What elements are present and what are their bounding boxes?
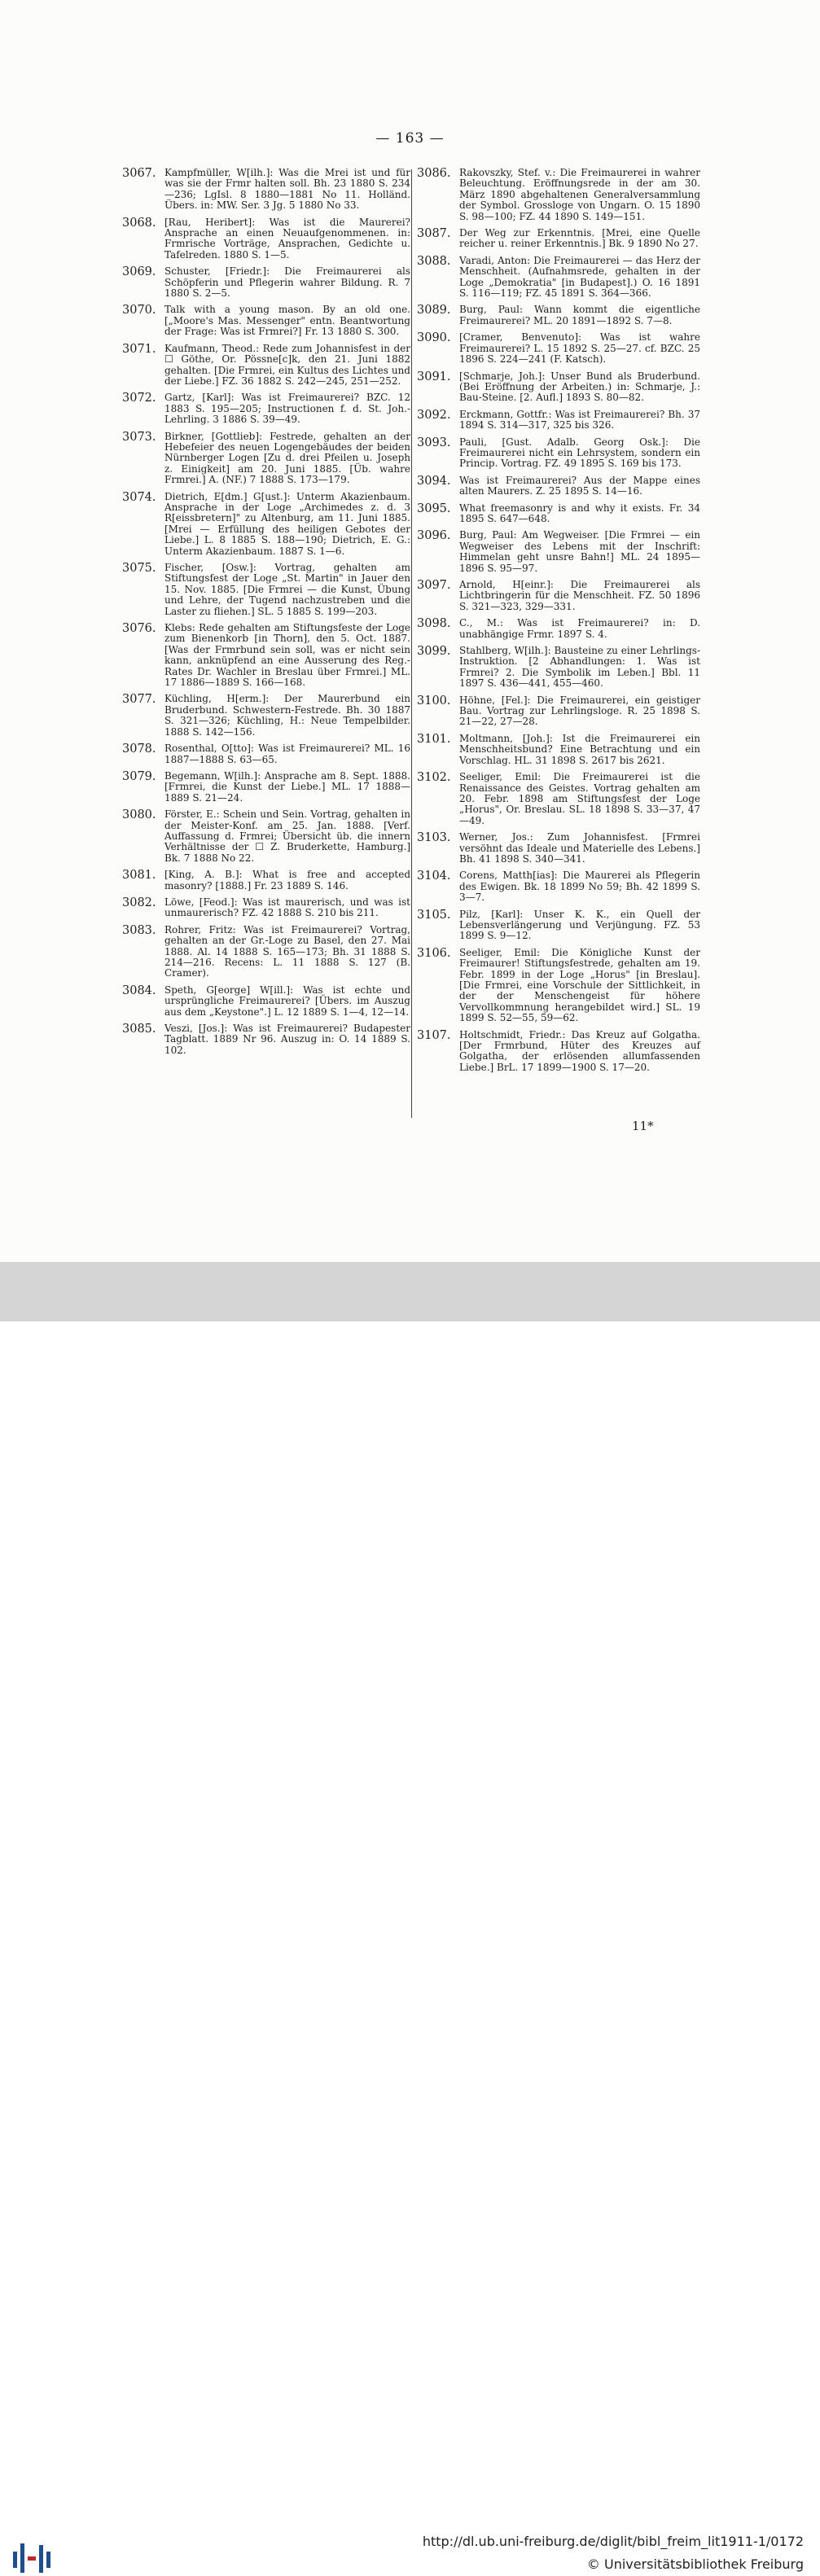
entry-number: 3093. xyxy=(417,436,451,449)
entry-text: Schuster, [Friedr.]: Die Freimaurerei als Schöpferin und Pflegerin wahrer Bildung. R. 7 1880 S. 2—5. xyxy=(164,265,410,300)
entry-text: [Cramer, Benvenuto]: Was ist wahre Freimaurerei? L. 15 1892 S. 25—27. cf. BZC. 25 1896 S. 224—241 (F. Katsch). xyxy=(459,331,700,366)
copyright-notice: © Universitätsbibliothek Freiburg xyxy=(586,2556,804,2572)
bibliography-entry xyxy=(417,1030,700,1074)
entry-text: Der Weg zur Erkenntnis. [Mrei, eine Quelle reicher u. reiner Erkenntnis.] Bk. 9 1890 No 27. xyxy=(459,227,700,250)
bibliography-entry xyxy=(122,392,410,425)
bibliography-entry xyxy=(417,618,700,640)
entry-number: 3097. xyxy=(417,579,451,592)
bibliography-entry xyxy=(122,694,410,738)
entry-number: 3084. xyxy=(122,984,156,997)
entry-number: 3100. xyxy=(417,694,451,708)
bibliography-entry xyxy=(417,948,700,1024)
bibliography-entry xyxy=(122,623,410,688)
bibliography-entry xyxy=(122,344,410,388)
bibliography-entry xyxy=(122,870,410,892)
bibliography-entry xyxy=(417,332,700,365)
bibliography-entry xyxy=(417,580,700,612)
entry-number: 3095. xyxy=(417,502,451,515)
entry-number: 3107. xyxy=(417,1028,451,1042)
entry-text: Corens, Matth[ias]: Die Maurerei als Pflegerin des Ewigen. Bk. 18 1899 No 59; Bh. 42 1899 S. 3—7. xyxy=(459,870,700,904)
entry-number: 3075. xyxy=(122,562,156,575)
entry-number: 3071. xyxy=(122,342,156,356)
entry-number: 3072. xyxy=(122,392,156,405)
bibliography-entry xyxy=(417,772,700,826)
bibliography-entry xyxy=(122,1023,410,1056)
bibliography-entry xyxy=(417,371,700,404)
entry-text: Burg, Paul: Wann kommt die eigentliche Freimaurerei? ML. 20 1891—1892 S. 7—8. xyxy=(459,304,700,326)
entry-text: Moltmann, [Joh.]: Ist die Freimaurerei ein Menschheitsbund? Eine Betrachtung und ein Vorschlag. HL. 31 1898 S. 2617 bis 2621. xyxy=(459,732,700,766)
entry-number: 3068. xyxy=(122,216,156,230)
entry-text: Löwe, [Feod.]: Was ist maurerisch, und was ist unmaurerisch? FZ. 42 1888 S. 210 bis 211. xyxy=(164,896,410,919)
bibliography-entry xyxy=(122,925,410,979)
entry-text: Klebs: Rede gehalten am Stiftungsfeste der Loge zum Bienenkorb [in Thorn], den 5. Oct. 1887. [Was der Frmrbund sein soll, was er nicht sein kann, anknüpfend an eine Ausserung des Reg.-Rates Dr. Wachler in Breslau über Frmrei.] ML. 17 1886—1889 S. 166—168. xyxy=(164,622,410,689)
entry-text: Fischer, [Osw.]: Vortrag, gehalten am Stiftungsfest der Loge „St. Martin" in Jauer den 15. Nov. 1885. [Die Frmrei — die Kunst, Übung und Lehre, der Tugend nachzustreben und die Laster zu fliehen.] SL. 5 1885 S. 199—203. xyxy=(164,562,410,617)
bibliography-entry xyxy=(122,897,410,919)
footer-bar xyxy=(0,1262,820,2572)
entry-text: Förster, E.: Schein und Sein. Vortrag, gehalten in der Meister-Konf. am 25. Jan. 1888. [Verf. Auffassung d. Frmrei; Übersicht üb. die innern Verhältnisse der ☐ Z. Bruderkette, Hamburg.] Bk. 7 1888 No 22. xyxy=(164,808,410,864)
entry-text: Kaufmann, Theod.: Rede zum Johannisfest in der ☐ Göthe, Or. Pössne[c]k, den 21. Juni 1882 gehalten. [Die Frmrei, ein Kultus des Lichtes und der Liebe.] FZ. 36 1882 S. 242—245, 251—252. xyxy=(164,342,410,387)
bibliography-entry xyxy=(122,743,410,765)
entry-number: 3081. xyxy=(122,869,156,883)
left-column xyxy=(122,168,410,1062)
entry-text: Erckmann, Gottfr.: Was ist Freimaurerei? Bh. 37 1894 S. 314—317, 325 bis 326. xyxy=(459,408,700,432)
entry-number: 3088. xyxy=(417,254,451,268)
entry-number: 3082. xyxy=(122,896,156,909)
bibliography-entry xyxy=(122,492,410,557)
entry-text: Begemann, W[ilh.]: Ansprache am 8. Sept. 1888. [Frmrei, die Kunst der Liebe.] ML. 17 1888—1889 S. 21—24. xyxy=(164,769,410,804)
bibliography-entry xyxy=(417,870,700,903)
bibliography-entry xyxy=(417,304,700,326)
bibliography-entry xyxy=(122,985,410,1018)
entry-text: Veszi, [Jos.]: Was ist Freimaurerei? Budapester Tagblatt. 1889 Nr 96. Auszug in: O. 14 1889 S. 102. xyxy=(164,1023,410,1056)
entry-number: 3069. xyxy=(122,265,156,279)
entry-number: 3076. xyxy=(122,622,156,636)
entry-number: 3105. xyxy=(417,908,451,922)
entry-text: Varadi, Anton: Die Freimaurerei — das Herz der Menschheit. (Aufnahmsrede, gehalten in der Loge „Demokratia" [in Budapest].) O. 16 1891 S. 116—119; FZ. 45 1891 S. 364—366. xyxy=(459,254,700,300)
bibliography-entry xyxy=(122,217,410,261)
signature-mark: 11* xyxy=(632,1119,654,1133)
entry-number: 3092. xyxy=(417,408,451,422)
entry-number: 3083. xyxy=(122,923,156,937)
bibliography-entry xyxy=(417,168,700,222)
entry-number: 3103. xyxy=(417,831,451,845)
entry-text: [Schmarje, Joh.]: Unser Bund als Bruderbund. (Bei Eröffnung der Arbeiten.) in: Schmarje, J.: Bau-Steine. [2. Aufl.] 1893 S. 80—82. xyxy=(459,370,700,404)
page-number: — 163 — xyxy=(375,130,445,147)
bibliography-entry xyxy=(417,646,700,690)
entry-number: 3102. xyxy=(417,771,451,785)
bibliography-entry xyxy=(122,266,410,299)
entry-number: 3099. xyxy=(417,645,451,659)
bibliography-entry xyxy=(122,809,410,864)
entry-number: 3090. xyxy=(417,331,451,345)
entry-text: Werner, Jos.: Zum Johannisfest. [Frmrei versöhnt das Ideale und Materielle des Lebens.] Bh. 41 1898 S. 340—341. xyxy=(459,831,700,865)
right-column xyxy=(417,168,700,1079)
bibliography-entry xyxy=(122,432,410,486)
entry-text: Was ist Freimaurerei? Aus der Mappe eines alten Maurers. Z. 25 1895 S. 14—16. xyxy=(459,474,700,497)
entry-number: 3074. xyxy=(122,490,156,504)
entry-text: Stahlberg, W[ilh.]: Bausteine zu einer Lehrlings-Instruktion. [2 Abhandlungen: 1. Was ist Frmrei? 2. Die Symbolik im Leben.] Bbl. 11 1897 S. 436—441, 455—460. xyxy=(459,645,700,690)
entry-text: Talk with a young mason. By an old one. [„Moore's Mas. Messenger" entn. Beantwortung der Frage: Was ist Frmrei?] Fr. 13 1880 S. 300. xyxy=(164,304,410,338)
bibliography-entry xyxy=(417,734,700,766)
entry-number: 3106. xyxy=(417,946,451,960)
entry-text: Birkner, [Gottlieb]: Festrede, gehalten an der Hebefeier des neuen Logengebäudes der beiden Nürnberger Logen [Zu d. drei Pfeilen u. Joseph z. Einigkeit] am 20. Juni 1885. [Üb. wahre Frmrei.] A. (NF.) 7 1888 S. 173—179. xyxy=(164,430,410,486)
entry-number: 3073. xyxy=(122,430,156,444)
entry-text: Gartz, [Karl]: Was ist Freimaurerei? BZC. 12 1883 S. 195—205; Instructionen f. d. St. Joh.-Lehrling. 3 1886 S. 39—49. xyxy=(164,392,410,426)
entry-text: Rakovszky, Stef. v.: Die Freimaurerei in wahrer Beleuchtung. Eröffnungsrede in der am 30. März 1890 abgehaltenen Generalversammlung der Symbol. Grossloge von Ungarn. O. 15 1890 S. 98—100; FZ. 44 1890 S. 149—151. xyxy=(459,167,700,222)
entry-text: Kampfmüller, W[ilh.]: Was die Mrei ist und für was sie der Frmr halten soll. Bh. 23 1880 S. 234—236; LgIsl. 8 1880—1881 No 11. Holländ. Übers. in: MW. Ser. 3 Jg. 5 1880 No 33. xyxy=(164,167,410,212)
entry-number: 3087. xyxy=(417,227,451,241)
entry-text: Küchling, H[erm.]: Der Maurerbund ein Bruderbund. Schwestern-Festrede. Bh. 30 1887 S. 321—326; Küchling, H.: Neue Tempelbilder. 1888 S. 142—156. xyxy=(164,693,410,738)
entry-text: Holtschmidt, Friedr.: Das Kreuz auf Golgatha. [Der Frmrbund, Hüter des Kreuzes auf Golgatha, der erlösenden allumfassenden Liebe.] BrL. 17 1899—1900 S. 17—20. xyxy=(459,1028,700,1073)
bibliography-entry xyxy=(417,256,700,300)
entry-number: 3080. xyxy=(122,808,156,822)
entry-text: Speth, G[eorge] W[ill.]: Was ist echte und ursprüngliche Freimaurerei? [Übers. im Auszug aus dem „Keystone".] L. 12 1889 S. 1—4, 12—14. xyxy=(164,984,410,1018)
bibliography-entry xyxy=(417,437,700,470)
entry-number: 3086. xyxy=(417,167,451,180)
entry-text: Rosenthal, O[tto]: Was ist Freimaurerei? ML. 16 1887—1888 S. 63—65. xyxy=(164,743,410,765)
bibliography-entry xyxy=(122,168,410,212)
entry-text: Seeliger, Emil: Die Königliche Kunst der Freimaurer! Stiftungsfestrede, gehalten am 19. Febr. 1899 in der Loge „Horus" [in Breslau]. [Die Frmrei, eine Vorschule der Sittlichkeit, in der der Menschengeist für höhere Vervollkommnung herangebildet wird.] SL. 19 1899 S. 52—55, 59—62. xyxy=(459,946,700,1024)
entry-number: 3096. xyxy=(417,529,451,543)
entry-number: 3085. xyxy=(122,1023,156,1036)
bibliography-entry xyxy=(417,410,700,432)
column-divider xyxy=(411,169,412,1118)
bibliography-entry xyxy=(417,530,700,574)
entry-text: Rohrer, Fritz: Was ist Freimaurerei? Vortrag, gehalten an der Gr.-Loge zu Basel, den 27. Mai 1888. Al. 14 1888 S. 165—173; Bh. 31 1888 S. 214—216. Recens: L. 11 1888 S. 127 (B. Cramer). xyxy=(164,923,410,979)
bibliography-entry xyxy=(122,771,410,804)
entry-text: Dietrich, E[dm.] G[ust.]: Unterm Akazienbaum. Ansprache in der Loge „Archimedes z. d. 3 R[eissbretern]" zu Altenburg, am 11. Juni 1885. [Mrei — Erfüllung des heiligen Gebotes der Liebe.] L. 8 1885 S. 188—190; Dietrich, E. G.: Unterm Akazienbaum. 1887 S. 1—6. xyxy=(164,490,410,557)
bibliography-entry xyxy=(417,832,700,865)
entry-text: [Rau, Heribert]: Was ist die Maurerei? Ansprache an einen Neuaufgenommenen. in: Frmrische Vorträge, Ansprachen, Gedichte u. Tafelreden. 1880 S. 1—5. xyxy=(164,216,410,261)
permalink-url[interactable]: http://dl.ub.uni-freiburg.de/diglit/bibl_freim_lit1911-1/0172 xyxy=(422,2534,804,2549)
entry-number: 3104. xyxy=(417,870,451,883)
entry-number: 3078. xyxy=(122,743,156,756)
bibliography-entry xyxy=(417,695,700,728)
library-logo-icon xyxy=(10,2534,52,2576)
bibliography-entry xyxy=(417,228,700,250)
entry-text: Seeliger, Emil: Die Freimaurerei ist die Renaissance des Geistes. Vortrag gehalten am 20. Febr. 1898 am Stiftungsfest der Loge „Horus", Or. Breslau. SL. 18 1898 S. 33—37, 47—49. xyxy=(459,771,700,826)
entry-number: 3101. xyxy=(417,732,451,746)
bibliography-entry xyxy=(122,563,410,617)
entry-number: 3067. xyxy=(122,167,156,180)
entry-text: [King, A. B.]: What is free and accepted masonry? [1888.] Fr. 23 1889 S. 146. xyxy=(164,869,410,892)
entry-number: 3091. xyxy=(417,370,451,383)
entry-text: Arnold, H[einr.]: Die Freimaurerei als Lichtbringerin für die Menschheit. FZ. 50 1896 S. 321—323, 329—331. xyxy=(459,579,700,612)
entry-number: 3089. xyxy=(417,304,451,318)
entry-number: 3098. xyxy=(417,617,451,631)
entry-text: Burg, Paul: Am Wegweiser. [Die Frmrei — ein Wegweiser des Lebens mit der Inschrift: Himmelan geht unsre Bahn!] ML. 24 1895—1896 S. 95—97. xyxy=(459,529,700,574)
entry-text: Pauli, [Gust. Adalb. Georg Osk.]: Die Freimaurerei nicht ein Lehrsystem, sondern ein Princip. Vortrag. FZ. 49 1895 S. 169 bis 173. xyxy=(459,436,700,470)
entry-text: Höhne, [Fel.]: Die Freimaurerei, ein geistiger Bau. Vortrag zur Lehrlingsloge. R. 25 1898 S. 21—22, 27—28. xyxy=(459,694,700,728)
bibliography-entry xyxy=(122,304,410,337)
scanned-page xyxy=(0,0,820,1262)
entry-text: What freemasonry is and why it exists. Fr. 34 1895 S. 647—648. xyxy=(459,502,700,524)
bibliography-entry xyxy=(417,503,700,525)
entry-number: 3094. xyxy=(417,474,451,488)
entry-number: 3070. xyxy=(122,304,156,318)
bibliography-entry xyxy=(417,475,700,497)
entry-text: Pilz, [Karl]: Unser K. K., ein Quell der Lebensverlängerung und Verjüngung. FZ. 53 1899 S. 9—12. xyxy=(459,908,700,942)
entry-number: 3077. xyxy=(122,693,156,707)
entry-number: 3079. xyxy=(122,769,156,783)
bibliography-entry xyxy=(417,909,700,942)
entry-text: C., M.: Was ist Freimaurerei? in: D. unabhängige Frmr. 1897 S. 4. xyxy=(459,617,700,640)
